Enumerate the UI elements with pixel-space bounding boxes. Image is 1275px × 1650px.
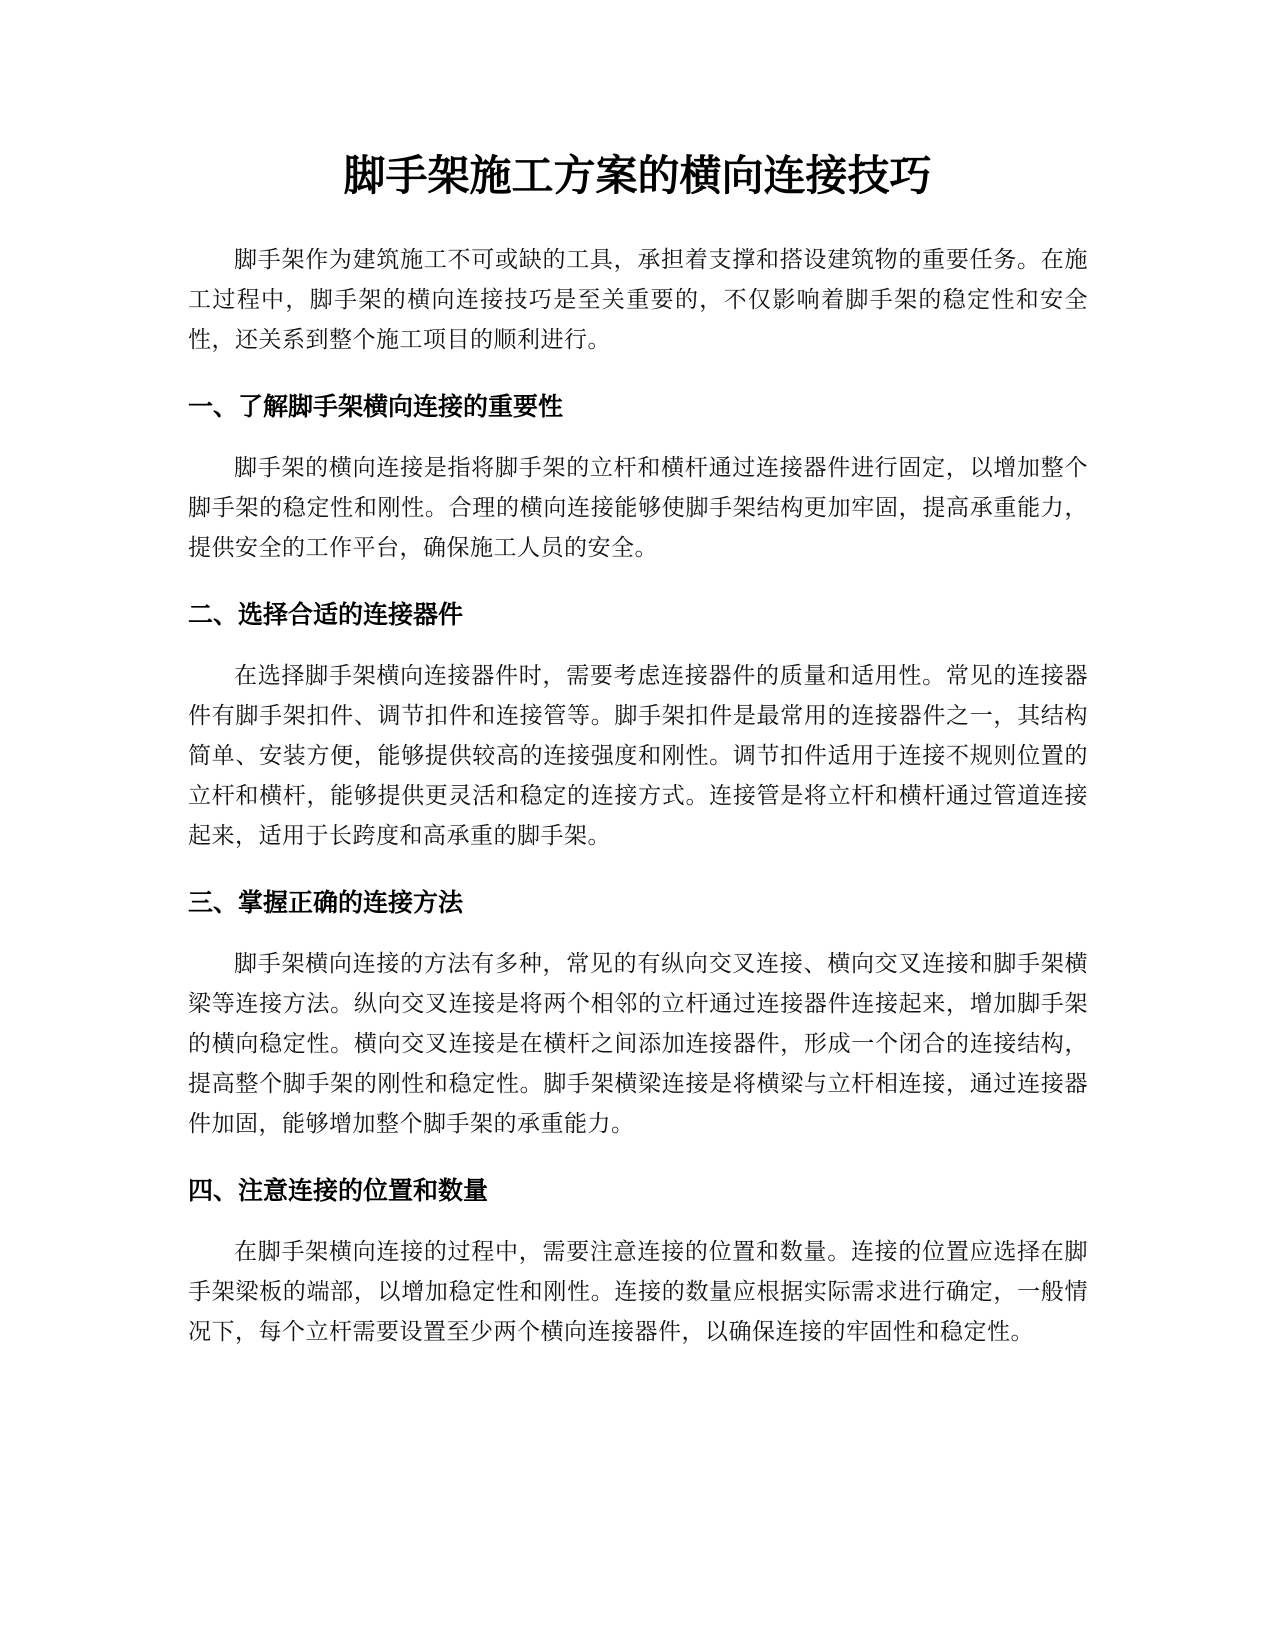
section-heading-4: 四、注意连接的位置和数量 — [188, 1176, 489, 1205]
intro-paragraph: 脚手架作为建筑施工不可或缺的工具，承担着支撑和搭设建筑物的重要任务。在施工过程中，脚手架的横向连接技巧是至关重要的，不仅影响着脚手架的稳定性和安全性，还关系到整个施工项目的顺利进行。 — [188, 247, 1088, 353]
section-heading-1: 一、了解脚手架横向连接的重要性 — [188, 392, 564, 421]
section-heading-3: 三、掌握正确的连接方法 — [188, 888, 464, 917]
section-paragraph-2: 在选择脚手架横向连接器件时，需要考虑连接器件的质量和适用性。常见的连接器件有脚手架扣件、调节扣件和连接管等。脚手架扣件是最常用的连接器件之一，其结构简单、安装方便，能够提供较高的连接强度和刚性。调节扣件适用于连接不规则位置的立杆和横杆，能够提供更灵活和稳定的连接方式。连接管是将立杆和横杆通过管道连接起来，适用于长跨度和高承重的脚手架。 — [188, 663, 1088, 849]
section-paragraph-4: 在脚手架横向连接的过程中，需要注意连接的位置和数量。连接的位置应选择在脚手架梁板的端部，以增加稳定性和刚性。连接的数量应根据实际需求进行确定，一般情况下，每个立杆需要设置至少两个横向连接器件，以确保连接的牢固性和稳定性。 — [188, 1239, 1088, 1345]
section-heading-2: 二、选择合适的连接器件 — [188, 600, 464, 629]
document-title: 脚手架施工方案的横向连接技巧 — [343, 151, 932, 200]
section-paragraph-3: 脚手架横向连接的方法有多种，常见的有纵向交叉连接、横向交叉连接和脚手架横梁等连接方法。纵向交叉连接是将两个相邻的立杆通过连接器件连接起来，增加脚手架的横向稳定性。横向交叉连接是在横杆之间添加连接器件，形成一个闭合的连接结构，提高整个脚手架的刚性和稳定性。脚手架横梁连接是将横梁与立杆相连接，通过连接器件加固，能够增加整个脚手架的承重能力。 — [188, 951, 1088, 1137]
section-paragraph-1: 脚手架的横向连接是指将脚手架的立杆和横杆通过连接器件进行固定，以增加整个脚手架的稳定性和刚性。合理的横向连接能够使脚手架结构更加牢固，提高承重能力，提供安全的工作平台，确保施工人员的安全。 — [188, 455, 1088, 561]
document-body — [188, 240, 1088, 1352]
